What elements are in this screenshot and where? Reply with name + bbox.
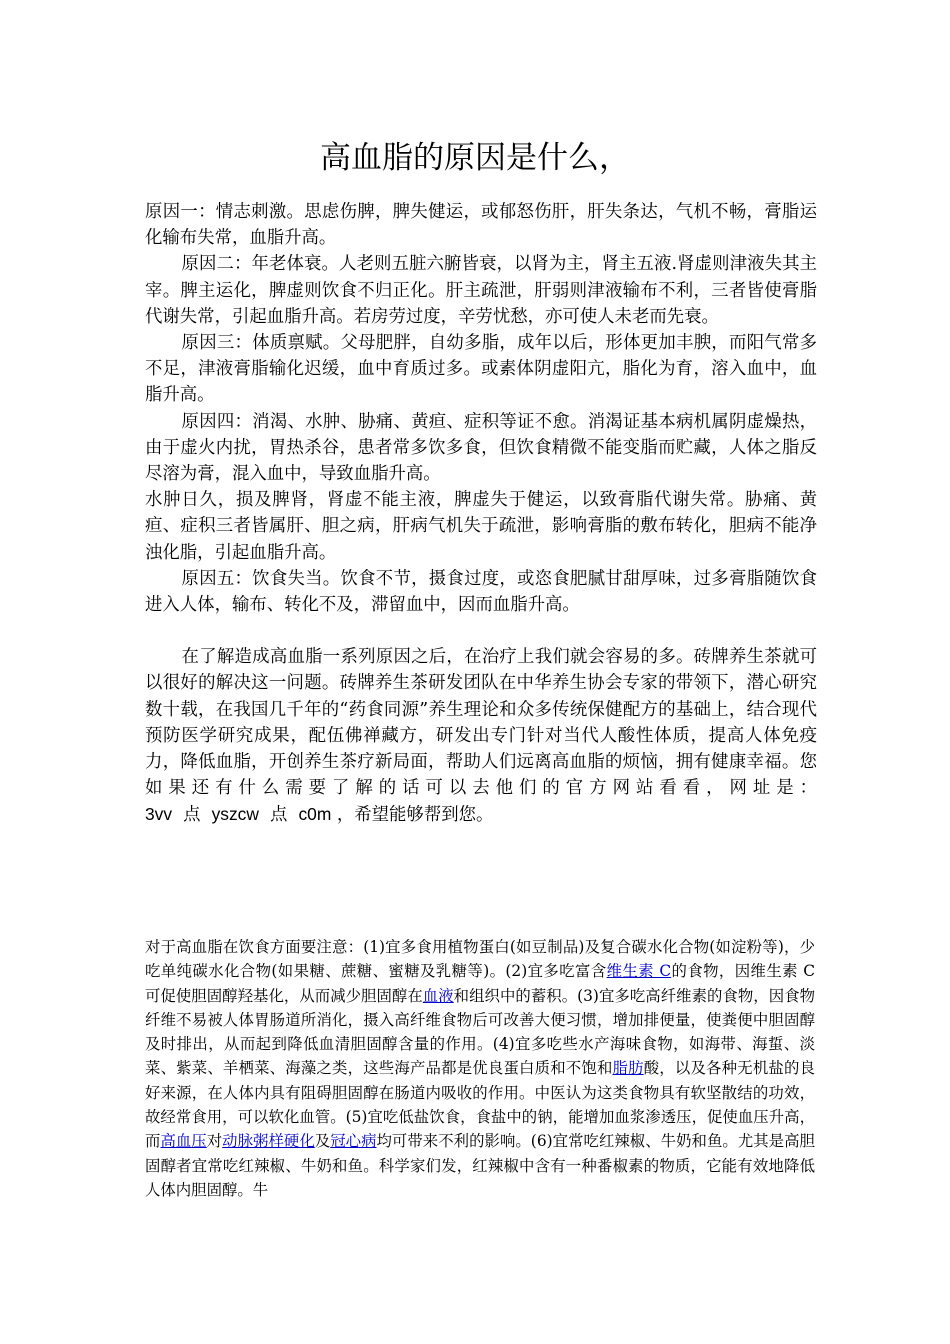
page-title: 高血脂的原因是什么， xyxy=(320,140,630,176)
promo-tail: ，希望能够帮到您。 xyxy=(336,805,494,826)
url-dot-1: 点 xyxy=(183,805,201,826)
link-vitamin-c[interactable]: 维生素 C xyxy=(606,962,672,981)
promo-text: 在了解造成高血脂一系列原因之后，在治疗上我们就会容易的多。砖牌养生茶就可以很好的解决这一问题。砖牌养生茶研发团队在中华养生协会专家的带领下，潜心研究数十载，在我国几千年的“药食同源”养生理论和众多传统保健配方的基础上，结合现代预防医学研究成果，配伍佛禅藏方，研发出专门针对当代人酸性体质，提高人体免疫力，降低血脂，开创养生茶疗新局面，帮助人们远离高血脂的烦恼，拥有健康幸福。您如果还有什么需要了解的话可以去他们的官方网站看看，网址是： xyxy=(145,647,817,799)
reason-four: 原因四：消渴、水肿、胁痛、黄疸、症积等证不愈。消渴证基本病机属阴虚燥热，由于虚火内扰，胃热杀谷，患者常多饮多食，但饮食精微不能变脂而贮藏，人体之脂反尽溶为膏，混入血中，导致血脂升高。 xyxy=(145,411,817,485)
reasons-section xyxy=(145,199,817,829)
diet-text-1: 对于高血脂在饮食方面要注意：(1)宜多食用植物蛋白(如豆制品)及复合碳水化合物(如淀粉等)，少吃单纯碳水化合物(如果糖、蔗糖、蜜糖及乳糖等)。(2)宜多吃富含 xyxy=(145,938,815,981)
promo-paragraph xyxy=(145,644,817,828)
diet-text-6: 及 xyxy=(314,1132,331,1151)
url-part-1: 3vv xyxy=(145,804,173,825)
diet-text-3: 和组织中的蓄积。(3)宜多吃高纤维素的食物，因食物纤维不易被人体胃肠道所消化，摄入高纤维食物后可改善大便习惯，增加排便量，使粪便中胆固醇及时排出，从而起到降低血清胆固醇含量的作用。(4)宜多吃些水产海味食物，如海带、海蜇、淡菜、紫菜、羊栖菜、海藻之类，这些海产品都是优良蛋白质和不饱和 xyxy=(145,986,815,1078)
reason-four-continued: 水肿日久，损及脾肾，肾虚不能主液，脾虚失于健运，以致膏脂代谢失常。胁痛、黄疸、症积三者皆属肝、胆之病，肝病气机失于疏泄，影响膏脂的敷布转化，胆病不能净浊化脂，引起血脂升高。 xyxy=(145,490,817,563)
diet-text-5: 对 xyxy=(206,1132,223,1151)
reason-two: 原因二：年老体衰。人老则五脏六腑皆衰，以肾为主，肾主五液.肾虚则津液失其主宰。脾主运化，脾虚则饮食不归正化。肝主疏泄，肝弱则津液输布不利，三者皆使膏脂代谢失常，引起血脂升高。若房劳过度，辛劳忧愁，亦可使人未老而先衰。 xyxy=(145,254,817,327)
reason-one: 原因一：情志刺激。思虑伤脾，脾失健运，或郁怒伤肝，肝失条达，气机不畅，膏脂运化输布失常，血脂升高。 xyxy=(145,202,817,249)
diet-section xyxy=(145,935,815,1202)
diet-text-4: 酸，以及各种无机盐的良好来源，在人体内具有阻碍胆固醇在肠道内吸收的作用。中医认为这类食物具有软坚散结的功效，故经常食用，可以软化血管。(5)宜吃低盐饮食，食盐中的钠，能增加血浆渗透压，促使血压升高，而 xyxy=(145,1059,815,1151)
reason-three: 原因三：体质禀赋。父母肥胖，自幼多脂，成年以后，形体更加丰腴，而阳气常多不足，津液膏脂输化迟缓，血中育质过多。或素体阴虚阳亢，脂化为育，溶入血中，血脂升高。 xyxy=(145,333,817,406)
link-hypertension[interactable]: 高血压 xyxy=(160,1132,207,1151)
url-part-3: c0m xyxy=(298,804,332,825)
link-coronary-disease[interactable]: 冠心病 xyxy=(330,1132,377,1151)
link-fat[interactable]: 脂肪 xyxy=(612,1059,644,1078)
reason-five: 原因五：饮食失当。饮食不节，摄食过度，或恣食肥腻甘甜厚味，过多膏脂随饮食进入人体，输布、转化不及，滞留血中，因而血脂升高。 xyxy=(145,568,817,616)
url-dot-2: 点 xyxy=(270,805,288,826)
url-part-2: yszcw xyxy=(211,804,259,825)
paragraph-gap xyxy=(145,618,817,644)
link-blood[interactable]: 血液 xyxy=(422,986,454,1005)
diet-text-7: 均可带来不利的影响。(6)宜常吃红辣椒、牛奶和鱼。尤其是高胆固醇者宜常吃红辣椒、牛奶和鱼。科学家们发，红辣椒中含有一种番椒素的物质，它能有效地降低人体内胆固醇。牛 xyxy=(145,1132,815,1199)
link-atherosclerosis[interactable]: 动脉粥样硬化 xyxy=(222,1132,315,1151)
diet-text-2: 的食物，因维生素 C 可促使胆固醇羟基化，从而减少胆固醇在 xyxy=(145,962,816,1005)
